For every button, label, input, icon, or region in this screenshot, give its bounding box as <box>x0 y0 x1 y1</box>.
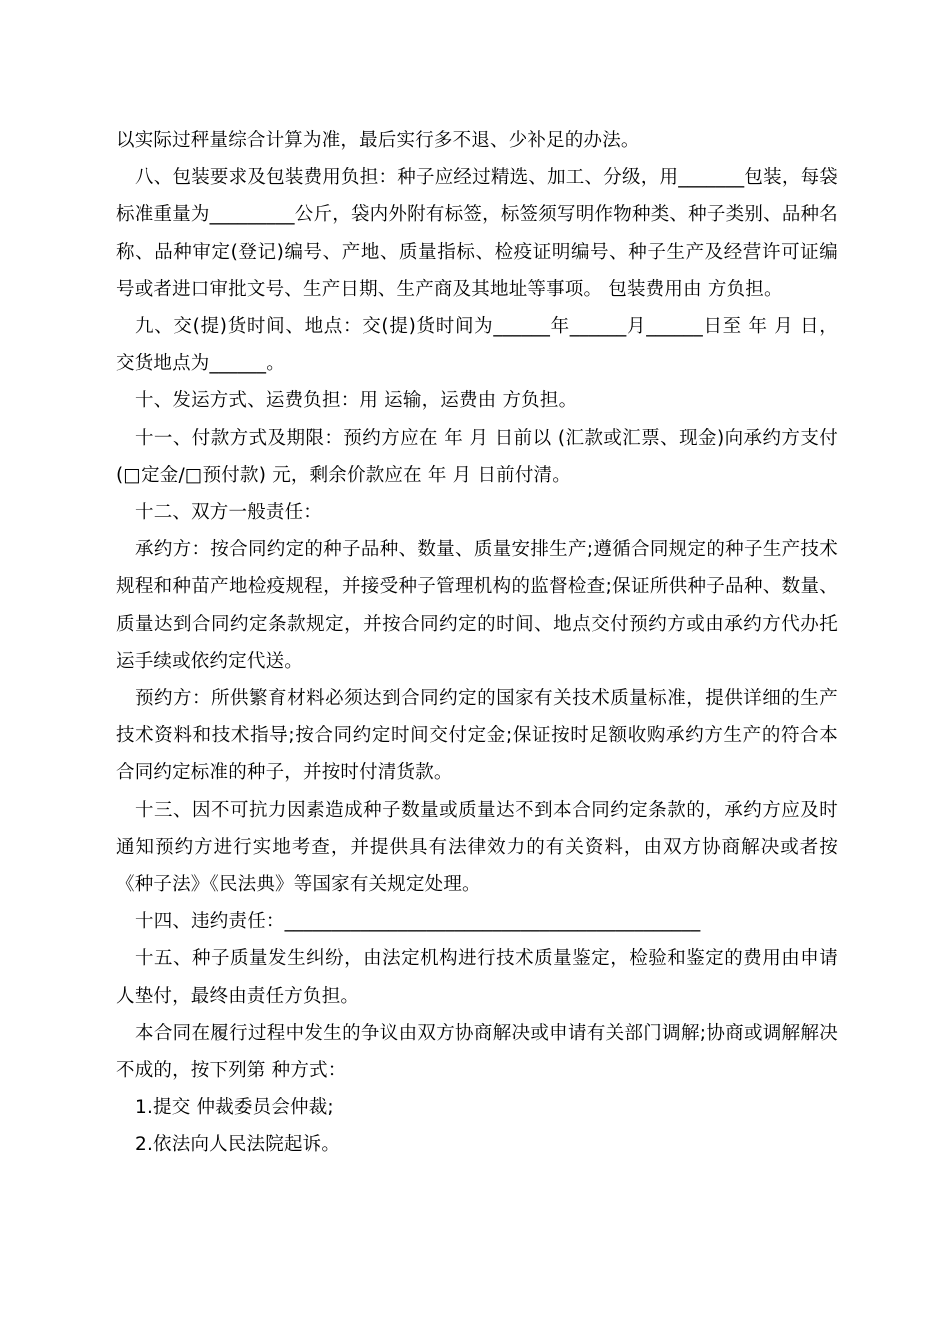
paragraph-section-14-liability: 十四、违约责任：____________________________________________ <box>135 911 701 933</box>
paragraph-section-9-delivery: 九、交(提)货时间、地点：交(提)货时间为______年______月______日至 年 月 日，交货地点为______。 <box>116 316 838 375</box>
paragraph-dispute-resolution: 本合同在履行过程中发生的争议由双方协商解决或申请有关部门调解;协商或调解解决不成的，按下列第 种方式： <box>116 1022 838 1082</box>
document-body <box>116 122 838 1164</box>
list-item-arbitration: 1.提交 仲裁委员会仲裁; <box>135 1097 334 1119</box>
paragraph-section-13-force-majeure: 十三、因不可抗力因素造成种子数量或质量达不到本合同约定条款的，承约方应及时通知预约方进行实地考查，并提供具有法律效力的有关资料，由双方协商解决或者按《种子法》《民法典》等国家有关规定处理。 <box>116 799 838 896</box>
paragraph-section-12-responsibilities: 十二、双方一般责任： <box>135 502 323 524</box>
paragraph-contractor-duties: 承约方：按合同约定的种子品种、数量、质量安排生产;遵循合同规定的种子生产技术规程和种苗产地检疫规程，并接受种子管理机构的监督检查;保证所供种子品种、数量、质量达到合同约定条款规定，并按合同约定的时间、地点交付预约方或由承约方代办托运手续或依约定代送。 <box>116 539 838 672</box>
paragraph-section-15-disputes: 十五、种子质量发生纠纷，由法定机构进行技术质量鉴定，检验和鉴定的费用由申请人垫付，最终由责任方负担。 <box>116 948 838 1007</box>
paragraph-section-8-packaging: 八、包装要求及包装费用负担：种子应经过精选、加工、分级，用_______包装，每袋标准重量为_________公斤，袋内外附有标签，标签须写明作物种类、种子类别、品种名称、品种审定(登记)编号、产地、质量指标、检疫证明编号、种子生产及经营许可证编号或者进口审批文号、生产日期、生产商及其地址等事项。 包装费用由 方负担。 <box>116 167 838 300</box>
paragraph-preorder-duties: 预约方：所供繁育材料必须达到合同约定的国家有关技术质量标准，提供详细的生产技术资料和技术指导;按合同约定时间交付定金;保证按时足额收购承约方生产的符合本合同约定标准的种子，并按时付清货款。 <box>116 688 838 784</box>
paragraph-section-11-payment: 十一、付款方式及期限：预约方应在 年 月 日前以 (汇款或汇票、现金)向承约方支付(□定金/□预付款) 元，剩余价款应在 年 月 日前付清。 <box>116 427 838 486</box>
list-item-litigation: 2.依法向人民法院起诉。 <box>135 1134 341 1156</box>
paragraph-section-10-shipping: 十、发运方式、运费负担：用 运输，运费由 方负担。 <box>135 390 578 412</box>
paragraph-continuation: 以实际过秤量综合计算为准，最后实行多不退、少补足的办法。 <box>116 130 640 151</box>
